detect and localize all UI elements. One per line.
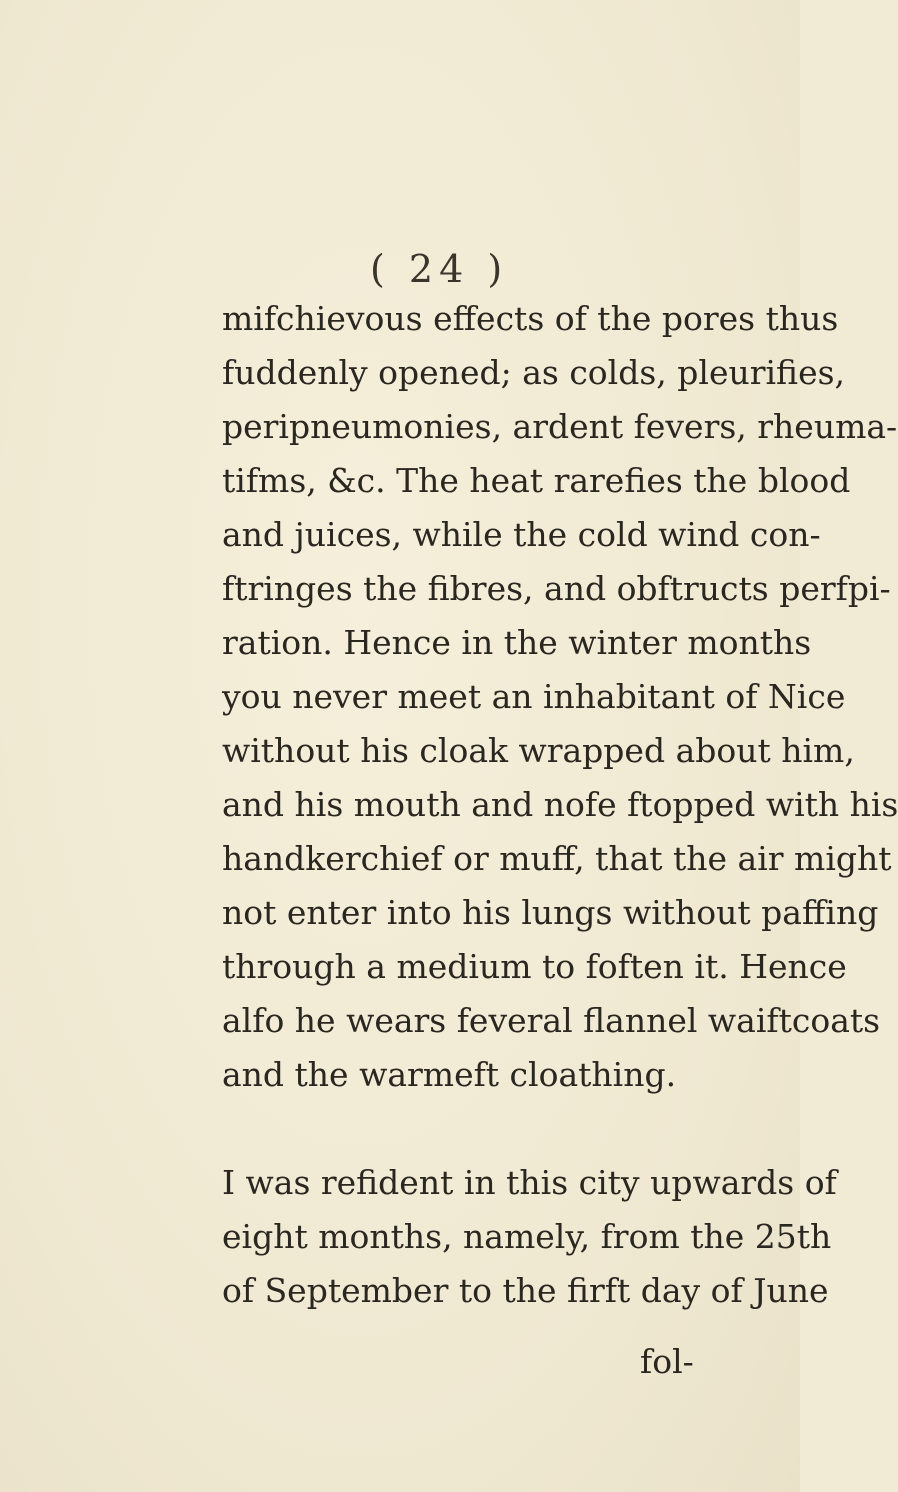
text-line: I was refident in this city upwards of (222, 1163, 837, 1202)
text-line: without his cloak wrapped about him, (222, 731, 855, 770)
text-line: through a medium to foften it. Hence (222, 947, 847, 986)
text-line: and the warmeft cloathing. (222, 1055, 677, 1094)
text-line: ftringes the fibres, and obftructs perfpi- (222, 569, 891, 608)
page-text (222, 292, 898, 1318)
paragraph-gap (222, 1102, 722, 1156)
text-line: you never meet an inhabitant of Nice (222, 677, 846, 716)
text-line: of September to the firft day of June (222, 1271, 829, 1310)
catchword: fol- (640, 1342, 694, 1381)
page-number: ( 24 ) (370, 247, 509, 291)
text-line: mifchievous effects of the pores thus (222, 299, 839, 338)
text-line: not enter into his lungs without paffing (222, 893, 879, 932)
paragraph-2 (222, 1156, 837, 1318)
text-line: handkerchief or muff, that the air might (222, 839, 892, 878)
text-line: peripneumonies, ardent fevers, rheuma- (222, 407, 898, 446)
text-line: and juices, while the cold wind con- (222, 515, 821, 554)
text-line: tifms, &c. The heat rarefies the blood (222, 461, 851, 500)
text-line: alfo he wears feveral flannel waiftcoats (222, 1001, 881, 1040)
text-line: fuddenly opened; as colds, pleurifies, (222, 353, 846, 392)
paragraph-1 (222, 292, 898, 1102)
text-line: ration. Hence in the winter months (222, 623, 812, 662)
text-line: and his mouth and nofe ftopped with his (222, 785, 898, 824)
text-line: eight months, namely, from the 25th (222, 1217, 832, 1256)
